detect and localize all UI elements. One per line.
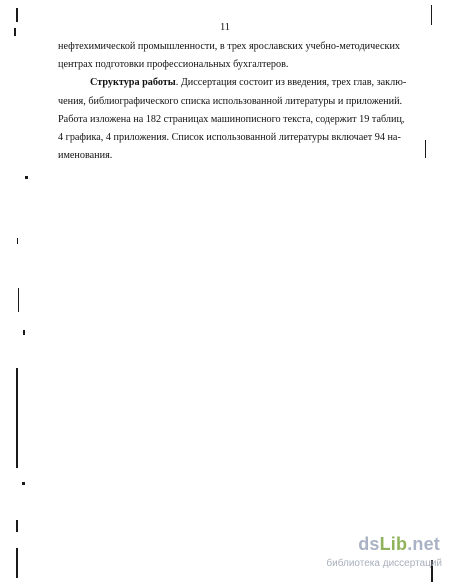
text-line-2: центрах подготовки профессиональных бухгалтеров.	[58, 59, 289, 70]
text-line-3-rest: . Диссертация состоит из введения, трех глав, заклю-	[175, 77, 407, 88]
watermark-subtitle: библиотека диссертаций	[326, 558, 442, 569]
text-line-6: 4 графика, 4 приложения. Список использованной литературы включает 94 на-	[58, 132, 401, 143]
text-line-3	[90, 76, 406, 89]
scan-mark	[16, 548, 18, 578]
scan-mark	[23, 330, 25, 335]
logo-net: .net	[407, 534, 440, 554]
logo-lib: Lib	[379, 534, 408, 554]
scan-mark	[17, 238, 18, 244]
scan-mark	[18, 288, 19, 312]
scan-mark	[14, 28, 16, 36]
section-heading: Структура работы	[90, 77, 176, 88]
watermark-logo-main	[358, 534, 440, 555]
logo-ds: ds	[358, 534, 380, 554]
text-line-4: чения, библиографического списка использованной литературы и приложений.	[58, 96, 403, 107]
scan-mark	[16, 368, 18, 468]
scan-mark	[25, 176, 28, 179]
scan-mark	[16, 8, 18, 22]
watermark-logo	[326, 534, 448, 578]
text-line-5: Работа изложена на 182 страницах машинописного текста, содержит 19 таблиц,	[58, 114, 405, 125]
page-number: 11	[219, 22, 231, 33]
scan-mark	[431, 5, 432, 25]
text-line-1: нефтехимической промышленности, в трех ярославских учебно-методических	[58, 41, 401, 52]
text-line-7: именования.	[58, 150, 113, 161]
scan-mark	[22, 482, 25, 485]
scan-mark	[16, 520, 18, 532]
scan-mark	[425, 140, 426, 158]
